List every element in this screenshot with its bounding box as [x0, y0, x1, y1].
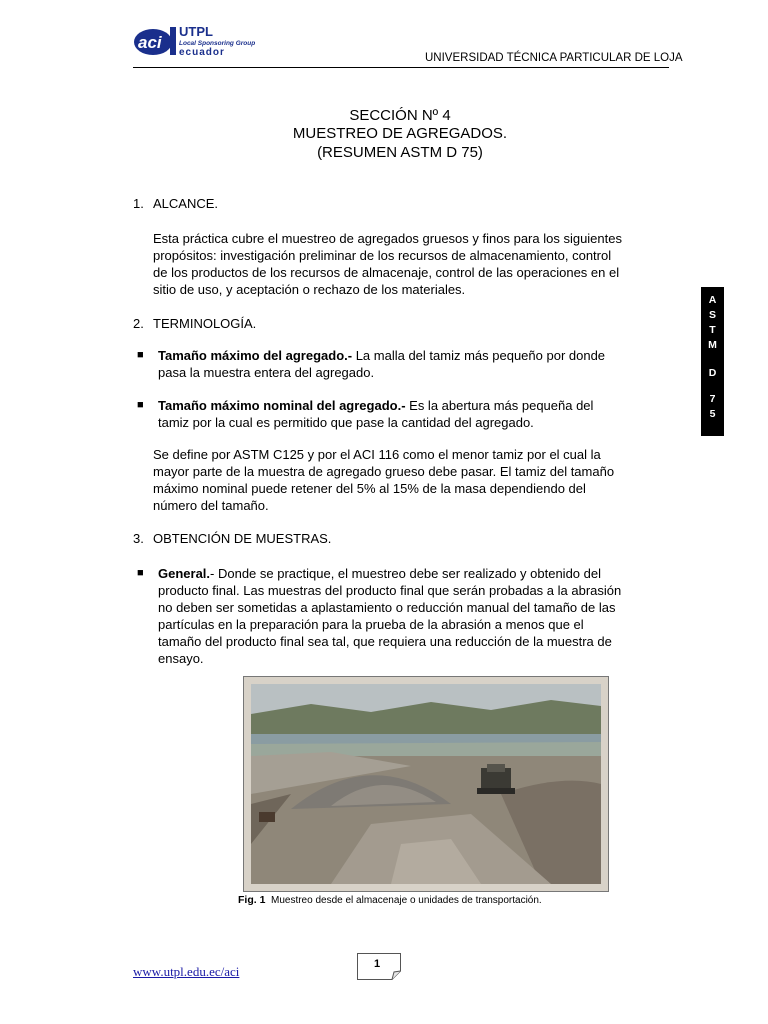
footer-website-link[interactable]: www.utpl.edu.ec/aci	[133, 964, 240, 979]
section-subtitle: MUESTREO DE AGREGADOS.	[292, 125, 508, 142]
heading-alcance: 1. ALCANCE.	[133, 196, 219, 211]
section-title: SECCIÓN Nº 4	[349, 107, 451, 124]
svg-text:aci: aci	[138, 33, 162, 52]
definition-tamano-maximo: Tamaño máximo del agregado.- La malla del tamiz más pequeño por donde pasa la muestra entera del agregado.	[158, 348, 606, 380]
terminologia-paragraph: Se define por ASTM C125 y por el ACI 116 como el menor tamiz por el cual la mayor parte de la muestra de agregado grueso debe pasar. El tamiz del tamaño máximo nominal puede retener del 5% al 15% de la masa dependiendo del número del tamaño.	[153, 447, 615, 513]
bullet-icon: ■	[137, 399, 144, 411]
bullet-icon: ■	[137, 567, 144, 579]
bullet-icon: ■	[137, 349, 144, 361]
figure-frame	[243, 676, 609, 892]
header-rule	[133, 67, 669, 68]
page-number: 1	[373, 958, 381, 970]
quarry-photo	[251, 684, 601, 884]
svg-text:ecuador: ecuador	[179, 47, 225, 58]
aci-utpl-logo	[133, 24, 293, 58]
university-name: UNIVERSIDAD TÉCNICA PARTICULAR DE LOJA	[425, 52, 683, 64]
svg-text:UTPL: UTPL	[179, 24, 213, 39]
definition-tamano-maximo-nominal: Tamaño máximo nominal del agregado.- Es la abertura más pequeña del tamiz por la cual es permitido que pase la cantidad del agregado.	[158, 398, 594, 430]
heading-terminologia: 2. TERMINOLOGÍA.	[133, 316, 257, 331]
section-reference: (RESUMEN ASTM D 75)	[317, 144, 483, 161]
heading-obtencion: 3. OBTENCIÓN DE MUESTRAS.	[133, 531, 332, 546]
general-paragraph: General.- Donde se practique, el muestreo debe ser realizado y obtenido del producto final. Las muestras del producto final que serán probadas a la abrasión no deben ser sometidas a aplastamiento o reducción manual del tamaño de las partículas en la preparación para la prueba de la abrasión a menos que el tamaño del producto final sea tal, que requiera una reducción de la muestra de ensayo.	[158, 566, 622, 666]
astm-side-tab: A S T M D 7 5	[701, 287, 724, 436]
svg-text:Local Sponsoring Group: Local Sponsoring Group	[179, 40, 256, 47]
figure-caption: Fig. 1 Muestreo desde el almacenaje o unidades de transportación.	[238, 894, 542, 906]
alcance-paragraph: Esta práctica cubre el muestreo de agregados gruesos y finos para los siguientes propósitos: investigación preliminar de los recursos de almacenamiento, control de los productos de los recursos de almacenaje, control de las operaciones en el sitio de uso, y aceptación o rechazo de los materiales.	[153, 231, 622, 297]
